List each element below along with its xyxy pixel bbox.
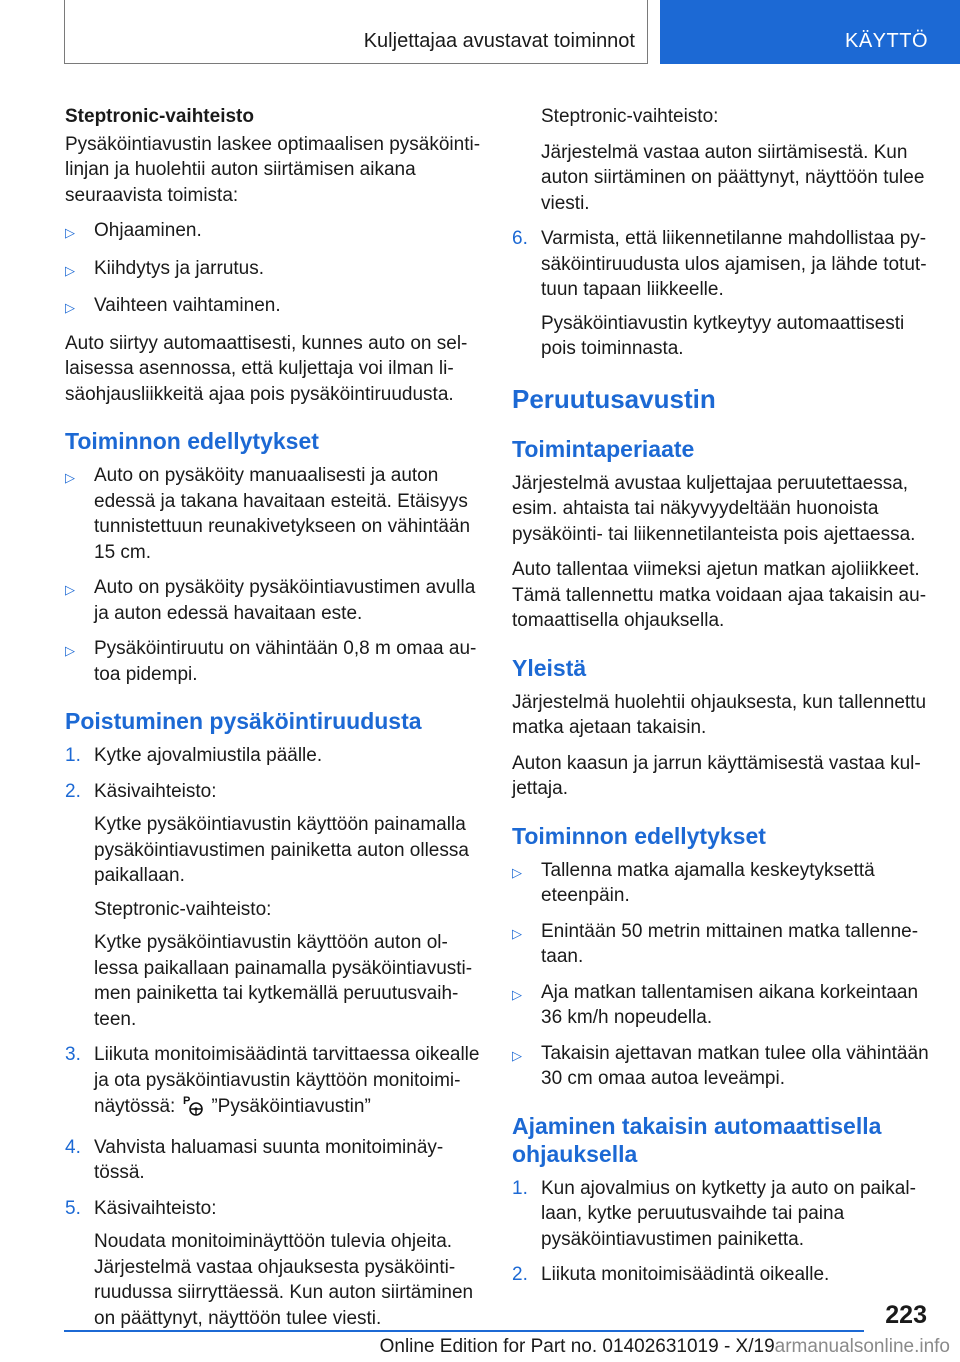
parking-steering-icon — [181, 1093, 205, 1125]
section-heading-exit: Poistuminen pysäköintiruudusta — [65, 708, 422, 734]
step-subtext: Steptronic-vaihteisto: — [541, 106, 719, 127]
list-item — [65, 218, 481, 246]
step-number: 6. — [512, 228, 528, 249]
left-column — [65, 104, 481, 1341]
list-item — [512, 1041, 930, 1092]
page-number: 223 — [885, 1301, 927, 1329]
footer-edition — [380, 1336, 950, 1358]
list-item-text: Takaisin ajettavan matkan tulee olla vähintään 30 cm omaa autoa leveämpi. — [541, 1042, 929, 1089]
header-box — [64, 0, 648, 64]
bullet-triangle-icon: ▷ — [65, 262, 75, 278]
step-subtext: Steptronic-vaihteisto: — [94, 898, 272, 920]
step-subtext: Noudata monitoiminäyttöön tulevia ohjeita. Järjestelmä vastaa ohjauksesta pysäköintiruudussa siirryttäessä. Kun auton siirtäminen on päättynyt, näyttöön tulee viesti. — [94, 1231, 474, 1329]
bullet-triangle-icon: ▷ — [65, 470, 75, 485]
watermark-text: armanualsonline.info — [774, 1336, 950, 1357]
list-item-text: Enintään 50 metrin mittainen matka tallennetaan. — [541, 920, 919, 967]
paragraph: Auto tallentaa viimeksi ajetun matkan ajoliikkeet. Tämä tallennettu matka voidaan ajaa takaisin automaattisella ohjauksella. — [512, 559, 927, 631]
step-text: Käsivaihteisto: — [94, 1197, 217, 1219]
step-item — [65, 779, 481, 1033]
list-item-text: Kiihdytys ja jarrutus. — [94, 257, 265, 279]
section-tab — [660, 0, 960, 64]
step-item — [65, 743, 481, 769]
step-number: 4. — [65, 1136, 81, 1158]
step-subtext: Järjestelmä vastaa auton siirtämisestä. Kun auton siirtäminen on päättynyt, näyttöön tulee viesti. — [541, 141, 925, 214]
list-item — [65, 575, 481, 626]
step-number: 3. — [65, 1044, 81, 1065]
list-item-text: Auto on pysäköity pysäköintiavustimen avulla ja auton edessä havaitaan este. — [94, 577, 476, 624]
chapter-title: Kuljettajaa avustavat toiminnot — [363, 30, 635, 52]
step-text: Vahvista haluamasi suunta monitoiminäytössä. — [94, 1136, 444, 1183]
step-subtext: Pysäköintiavustin kytkeytyy automaattisesti pois toiminnasta. — [541, 312, 905, 359]
step-item — [65, 1196, 481, 1332]
step-item — [65, 1042, 481, 1125]
paragraph: Pysäköintiavustin laskee optimaalisen pysäköintilinjan ja huolehtii auton siirtämisen aikana seuraavista toimista: — [65, 133, 481, 206]
step-subtext: Kytke pysäköintiavustin käyttöön auton ollessa paikallaan painamalla pysäköintiavustimen painiketta tai kytkemällä peruutusvaihteen. — [94, 932, 473, 1030]
step-number: 1. — [512, 1177, 528, 1199]
section-heading-general: Yleistä — [512, 654, 587, 681]
section-label: KÄYTTÖ — [844, 30, 928, 52]
step-text — [94, 1042, 481, 1125]
step-item — [512, 226, 930, 362]
edition-text: Online Edition for Part no. 01402631019 - X/19 — [379, 1336, 775, 1357]
step-text: Käsivaihteisto: — [94, 780, 217, 802]
paragraph: Järjestelmä huolehtii ohjauksesta, kun tallennettu matka ajetaan takaisin. — [512, 691, 927, 738]
bullet-triangle-icon: ▷ — [512, 925, 522, 941]
svg-text:P: P — [183, 1095, 191, 1107]
bullet-triangle-icon: ▷ — [512, 1047, 522, 1063]
steptronic-heading: Steptronic-vaihteisto — [65, 106, 254, 127]
step-number: 1. — [65, 745, 81, 766]
list-item-text: Ohjaaminen. — [94, 220, 202, 241]
step-number: 2. — [512, 1264, 528, 1285]
list-item — [65, 293, 481, 321]
step-subtext: Kytke pysäköintiavustin käyttöön painamalla pysäköintiavustimen painiketta auton ollessa paikallaan. — [94, 814, 469, 886]
right-column — [512, 104, 930, 1298]
step-text: Kytke ajovalmiustila päälle. — [94, 745, 323, 766]
list-item — [65, 463, 481, 565]
step-item — [65, 1135, 481, 1186]
section-heading-principle: Toimintaperiaate — [512, 435, 695, 462]
step-item — [512, 1262, 930, 1288]
step-item — [512, 1176, 930, 1253]
list-item — [65, 256, 481, 284]
paragraph: Auton kaasun ja jarrun käyttämisestä vastaa kuljettaja. — [512, 752, 921, 799]
step-text-part: Liikuta monitoimisäädintä tarvittaessa oikealle ja ota pysäköintiavustin käyttöön monitoiminäytössä: — [94, 1044, 480, 1117]
list-item — [512, 980, 930, 1031]
list-item-text: Auto on pysäköity manuaalisesti ja auton edessä ja takana havaitaan esteitä. Etäisyys tunnistettuun reunakivetykseen on vähintään 15 cm. — [94, 465, 471, 563]
step-number: 2. — [65, 780, 81, 802]
section-heading-conditions: Toiminnon edellytykset — [512, 822, 766, 849]
section-heading-conditions: Toiminnon edellytykset — [65, 428, 319, 454]
list-item-text: Vaihteen vaihtaminen. — [94, 295, 281, 316]
step-text: Varmista, että liikennetilanne mahdollistaa pysäköintiruudusta ulos ajamisen, ja lähde totuttuun tapaan liikkeelle. — [541, 228, 927, 300]
list-item — [512, 858, 930, 909]
chapter-heading-reverse-assist: Peruutusavustin — [512, 383, 716, 414]
paragraph: Auto siirtyy automaattisesti, kunnes auto on sellaisessa asennossa, että kuljettaja voi ilman lisäohjausliikkeitä ajaa pois pysäköintiruudusta. — [65, 332, 468, 405]
section-heading-auto-reverse: Ajaminen takaisin automaattisella ohjauksella — [512, 1112, 882, 1167]
bullet-triangle-icon: ▷ — [65, 300, 75, 315]
step-text-part: ”Pysäköintiavustin” — [211, 1096, 371, 1117]
bullet-triangle-icon: ▷ — [65, 582, 75, 597]
bullet-triangle-icon: ▷ — [65, 225, 75, 240]
list-item — [512, 919, 930, 970]
bullet-triangle-icon: ▷ — [65, 643, 75, 658]
step-text: Liikuta monitoimisäädintä oikealle. — [541, 1264, 830, 1285]
list-item-text: Pysäköintiruutu on vähintään 0,8 m omaa autoa pidempi. — [94, 638, 477, 685]
footer-divider — [64, 1330, 864, 1332]
step-number: 5. — [65, 1197, 81, 1219]
list-item-text: Aja matkan tallentamisen aikana korkeintaan 36 km/h nopeudella. — [541, 981, 919, 1028]
step-text: Kun ajovalmius on kytketty ja auto on paikallaan, kytke peruutusvaihde tai paina pysäköintiavustimen painiketta. — [541, 1177, 916, 1250]
bullet-triangle-icon: ▷ — [512, 864, 522, 880]
list-item — [65, 636, 481, 687]
list-item-text: Tallenna matka ajamalla keskeytyksettä eteenpäin. — [541, 859, 875, 906]
bullet-triangle-icon: ▷ — [512, 986, 522, 1002]
paragraph: Järjestelmä avustaa kuljettajaa peruutettaessa, esim. ahtaista tai näkyvyydeltään huonoista pysäköinti- tai liikennetilanteista pois ajettaessa. — [512, 472, 916, 545]
